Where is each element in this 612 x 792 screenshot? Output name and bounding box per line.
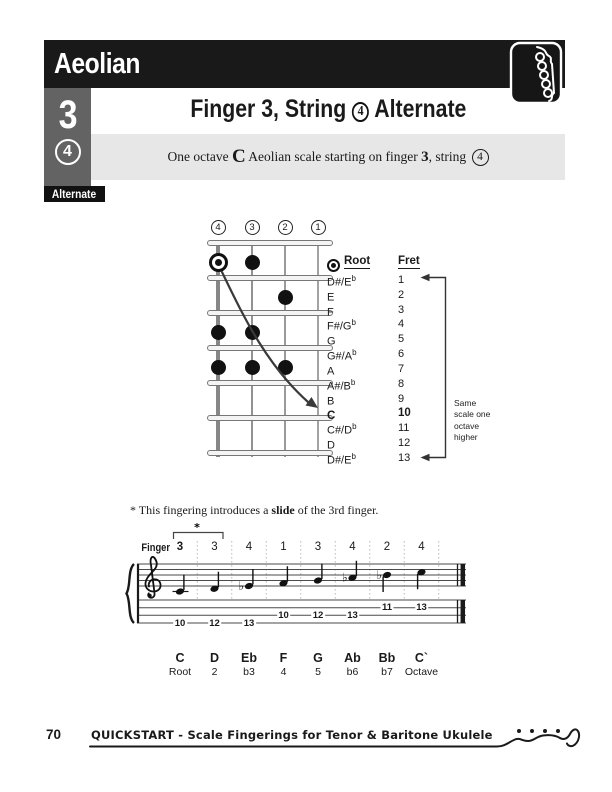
root-bullseye-icon-dot: [331, 263, 336, 268]
string-label-4: 4: [211, 220, 226, 235]
table-row: $D\#/E^b$ 1: [327, 274, 405, 289]
root-to-octave-arrow: [180, 248, 330, 416]
table-row: $C\#/D^b$ 11: [327, 422, 410, 437]
treble-clef-icon: [145, 557, 160, 598]
finger-string-badge: [44, 88, 91, 186]
table-row: $A\#/B^b$ 8: [327, 377, 405, 393]
staff-notation: [120, 520, 480, 632]
tab-number: 11: [381, 602, 393, 614]
finger-row: 3 3 4 1 3 4 2 4: [176, 541, 425, 553]
finger-number: 3: [58, 93, 77, 137]
table-row: F 3: [327, 303, 405, 319]
tab-number: 12: [209, 617, 220, 629]
string-number-badge: 4: [55, 139, 81, 165]
tab-number: 10: [174, 617, 186, 629]
tab-number: 13: [243, 617, 255, 629]
system-brace: [127, 564, 135, 623]
finger-row-label: Finger: [141, 542, 170, 554]
subtitle-root-note: C: [231, 146, 246, 167]
slide-footnote: * This fingering introduces a slide of the 3rd finger.: [130, 503, 379, 517]
tab-number: 13: [416, 602, 427, 614]
variant-badge: Alternate: [44, 186, 105, 202]
tab-number: 10: [278, 609, 289, 621]
table-row-root: C 10: [327, 407, 411, 423]
string-label-2: 2: [278, 220, 293, 235]
table-row: D 12: [327, 436, 411, 452]
table-row: $D\#/E^b$ 13: [327, 451, 411, 467]
flat-sign: ♭: [342, 570, 348, 585]
octave-note: Same scale one octave higher: [454, 398, 491, 442]
table-row: E 2: [327, 288, 405, 304]
string-label-3: 3: [245, 220, 260, 235]
page-number: 70: [46, 727, 62, 742]
flat-sign: ♭: [376, 567, 383, 582]
tab-number: 13: [347, 609, 358, 621]
slide-star: *: [194, 521, 200, 534]
scale-degrees-row: Root 2 b3 4 5 b6 b7 Octave: [168, 665, 439, 678]
circled-string-number: 4: [352, 102, 369, 122]
ukulele-body-outline-icon: [40, 702, 590, 762]
header-bar: [44, 40, 565, 88]
page-title: Finger 3, String 4 Alternate: [189, 95, 467, 123]
string-label-1: 1: [311, 220, 326, 235]
flat-sign: ♭: [238, 578, 245, 593]
table-row: $G\#/A^b$ 6: [327, 348, 405, 363]
table-row: B 9: [327, 392, 405, 408]
fret-line: [207, 240, 333, 246]
table-header-fret: Fret: [398, 255, 420, 267]
note-names-row: C D Eb F G Ab Bb C`: [175, 651, 429, 665]
scale-name: Aeolian: [54, 47, 141, 80]
subtitle-finger: 3: [421, 148, 429, 165]
book-title: QUICKSTART - Scale Fingerings for Tenor & Baritone Ukulele: [91, 728, 493, 742]
table-row: $F\#/G^b$ 4: [327, 318, 405, 334]
table-row: A 7: [327, 362, 405, 378]
table-row: G 5: [327, 333, 405, 348]
subtitle-circled-string: 4: [472, 149, 489, 166]
fret-line: [207, 450, 333, 456]
table-header-root: Root: [344, 255, 371, 267]
subtitle-bar: One octave C Aeolian scale starting on finger 3 , string 4: [91, 134, 565, 180]
tab-number: 12: [312, 609, 324, 621]
